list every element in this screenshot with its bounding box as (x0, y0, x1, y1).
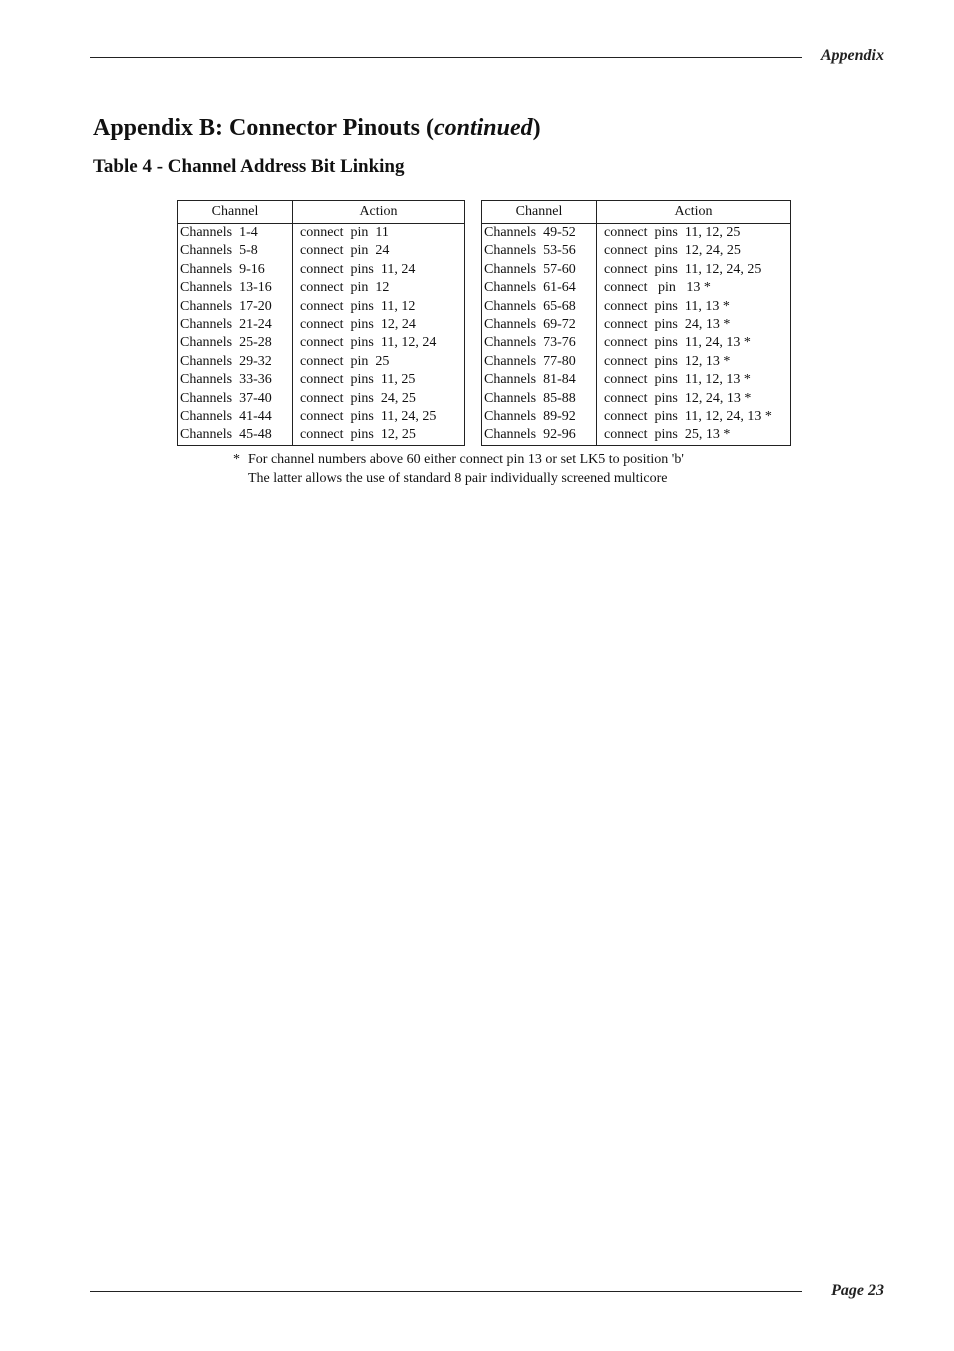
table-row (178, 408, 465, 426)
table-row (482, 279, 791, 297)
channel-cell: Channels 61-64 (482, 279, 597, 297)
table-row (482, 261, 791, 279)
action-cell: connect pins 11, 24, 13 * (604, 335, 751, 351)
table-row (482, 390, 791, 408)
action-cell: connect pins 11, 24, 25 (300, 409, 437, 425)
table-row (178, 279, 465, 297)
action-cell: connect pins 11, 13 * (604, 298, 730, 314)
footer-rule (90, 1291, 802, 1292)
page-title (93, 115, 541, 142)
action-cell: connect pins 24, 13 * (604, 317, 731, 333)
action-cell: connect pins 11, 12, 24, 13 * (604, 409, 772, 425)
table-body (482, 224, 791, 446)
page-title-close: ) (532, 115, 541, 141)
channel-cell: Channels 25-28 (178, 334, 293, 352)
channel-cell: Channels 41-44 (178, 408, 293, 426)
action-cell: connect pins 12, 25 (300, 427, 416, 443)
channel-cell: Channels 92-96 (482, 426, 597, 445)
channel-cell: Channels 57-60 (482, 261, 597, 279)
footnote-line-2: The latter allows the use of standard 8 pair individually screened multicore (248, 471, 668, 486)
channel-cell: Channels 53-56 (482, 242, 597, 260)
action-cell: connect pin 25 (300, 353, 390, 369)
table-header-row (482, 201, 791, 224)
channel-cell: Channels 49-52 (482, 224, 597, 243)
footnote-marker: * (233, 452, 240, 467)
pinout-table-left (177, 200, 465, 446)
action-cell: connect pins 11, 24 (300, 261, 416, 277)
table-row (482, 426, 791, 445)
action-cell: connect pins 12, 13 * (604, 353, 731, 369)
header-rule (90, 57, 802, 58)
channel-cell: Channels 13-16 (178, 279, 293, 297)
action-cell: connect pins 25, 13 * (604, 427, 731, 443)
action-cell: connect pins 11, 12, 24, 25 (604, 261, 762, 277)
table-row (178, 334, 465, 352)
action-cell: connect pins 24, 25 (300, 390, 416, 406)
channel-cell: Channels 1-4 (178, 224, 293, 243)
action-cell: connect pins 11, 12, 24 (300, 335, 437, 351)
column-header-channel: Channel (178, 201, 293, 224)
channel-cell: Channels 85-88 (482, 390, 597, 408)
channel-cell: Channels 45-48 (178, 426, 293, 445)
table-caption: Table 4 - Channel Address Bit Linking (93, 156, 405, 177)
table-row (482, 408, 791, 426)
action-cell: connect pins 11, 12, 25 (604, 225, 741, 240)
action-cell: connect pin 12 (300, 280, 390, 296)
channel-cell: Channels 21-24 (178, 316, 293, 334)
table-row (178, 242, 465, 260)
footnote (233, 450, 684, 488)
table-row (482, 334, 791, 352)
action-cell: connect pins 12, 24, 13 * (604, 390, 752, 406)
channel-cell: Channels 9-16 (178, 261, 293, 279)
column-header-action: Action (293, 201, 465, 224)
action-cell: connect pins 11, 12 (300, 298, 416, 314)
action-cell: connect pins 11, 25 (300, 372, 416, 388)
pinout-table-right (481, 200, 791, 446)
action-cell: connect pins 11, 12, 13 * (604, 372, 751, 388)
action-cell: connect pins 12, 24 (300, 317, 416, 333)
table-row (178, 426, 465, 445)
channel-cell: Channels 17-20 (178, 298, 293, 316)
table-row (178, 298, 465, 316)
action-cell: connect pin 11 (300, 225, 389, 240)
table-row (482, 316, 791, 334)
channel-cell: Channels 29-32 (178, 353, 293, 371)
channel-cell: Channels 37-40 (178, 390, 293, 408)
table-row (482, 353, 791, 371)
column-header-action: Action (597, 201, 791, 224)
table-row (178, 261, 465, 279)
table-row (178, 316, 465, 334)
page-number: Page 23 (831, 1282, 884, 1299)
channel-cell: Channels 65-68 (482, 298, 597, 316)
channel-cell: Channels 73-76 (482, 334, 597, 352)
channel-cell: Channels 89-92 (482, 408, 597, 426)
action-cell: connect pin 13 * (604, 280, 711, 296)
channel-cell: Channels 77-80 (482, 353, 597, 371)
page-title-main: Appendix B: Connector Pinouts ( (93, 115, 434, 141)
channel-cell: Channels 81-84 (482, 371, 597, 389)
table-row (482, 298, 791, 316)
table-row (178, 390, 465, 408)
action-cell: connect pin 24 (300, 243, 390, 259)
footnote-line-1: For channel numbers above 60 either connect pin 13 or set LK5 to position 'b' (248, 452, 684, 467)
column-header-channel: Channel (482, 201, 597, 224)
table-row (482, 242, 791, 260)
table-row (178, 224, 465, 243)
page-title-italic: continued (433, 115, 533, 141)
table-row (482, 371, 791, 389)
table-row (178, 371, 465, 389)
running-header: Appendix (820, 47, 884, 64)
table-body (178, 224, 465, 446)
table-row (482, 224, 791, 243)
action-cell: connect pins 12, 24, 25 (604, 243, 741, 259)
table-header-row (178, 201, 465, 224)
channel-cell: Channels 69-72 (482, 316, 597, 334)
channel-cell: Channels 5-8 (178, 242, 293, 260)
channel-cell: Channels 33-36 (178, 371, 293, 389)
table-row (178, 353, 465, 371)
